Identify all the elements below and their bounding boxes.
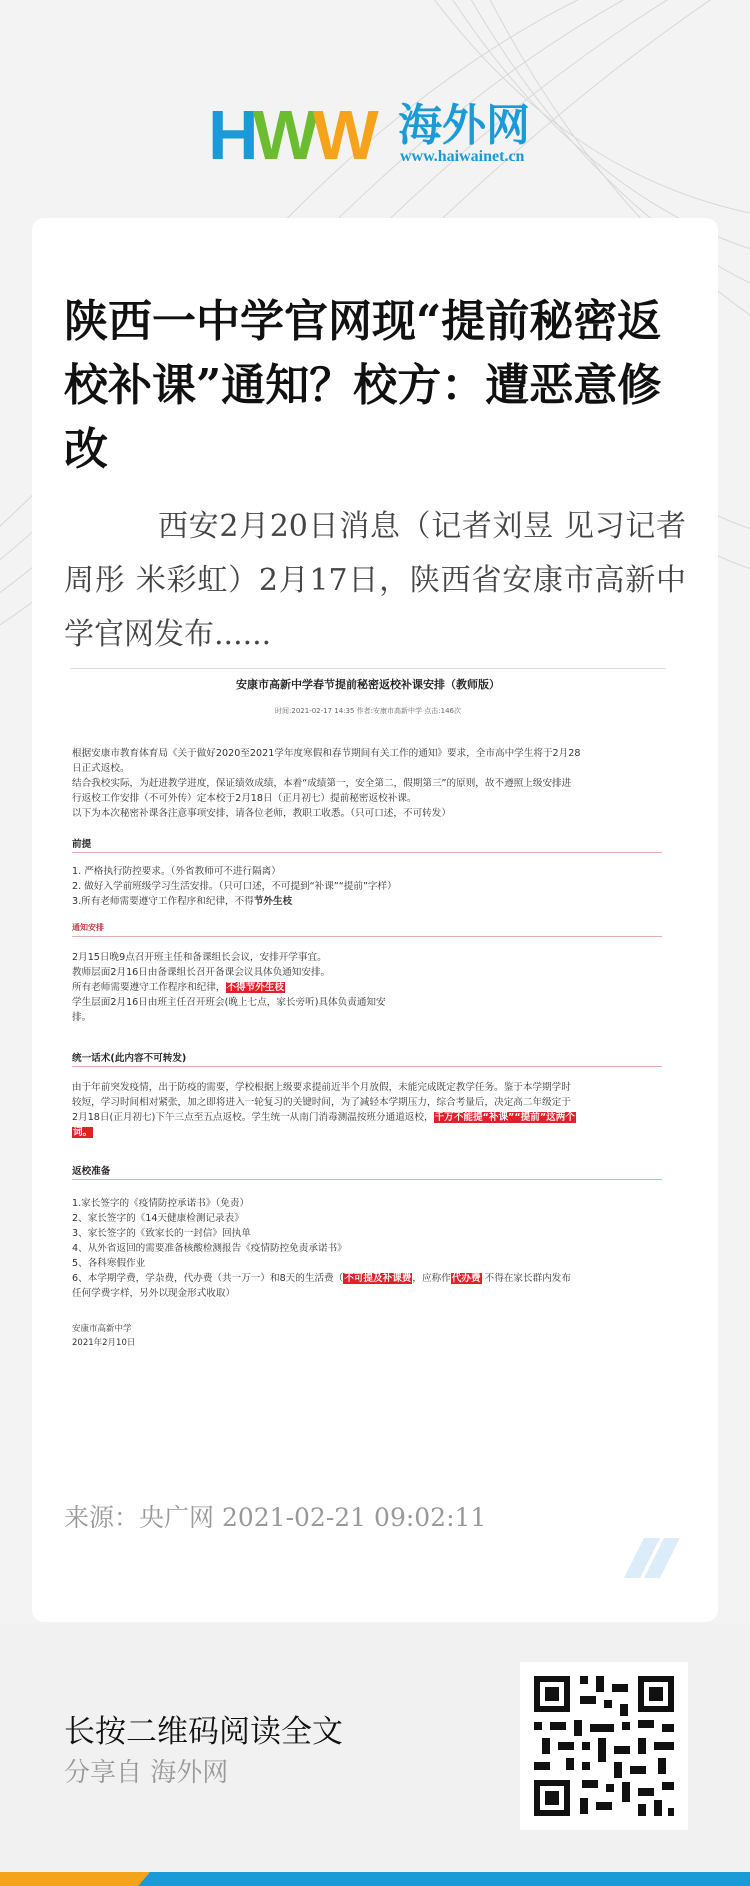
doc-intro-line: 日正式返校。 <box>72 763 130 774</box>
doc-highlight: 不可提及补课费 <box>344 1273 412 1284</box>
doc-section-rule <box>72 1066 662 1067</box>
doc-section-heading: 前提 <box>72 839 92 850</box>
doc-list-item: 1. 严格执行防控要求。（外省教师可不进行隔离） <box>72 866 281 877</box>
doc-signature-date: 2021年2月10日 <box>72 1338 136 1348</box>
doc-list-item: 2. 做好入学前班级学习生活安排。（只可口述，不可提到“补课”“提前”字样） <box>72 881 397 892</box>
doc-intro-line: 行返校工作安排（不可外传）定本校于2月18日（正月初七）提前秘密返校补课。 <box>72 793 417 804</box>
read-full-cta: 长按二维码阅读全文 <box>64 1714 343 1750</box>
share-source: 分享自 海外网 <box>64 1758 229 1788</box>
doc-section-heading: 统一话术(此内容不可转发) <box>72 1053 187 1064</box>
doc-list-item: 3、家长签字的《致家长的一封信》回执单 <box>72 1228 251 1239</box>
doc-list-item: 1.家长签字的《疫情防控承诺书》（免责） <box>72 1198 250 1209</box>
doc-bold-text: 节外生枝 <box>253 896 293 907</box>
doc-list-item <box>72 1271 571 1286</box>
doc-list-item: 排。 <box>72 1012 92 1023</box>
logo-url: www.haiwainet.cn <box>400 148 525 165</box>
doc-intro-line: 以下为本次秘密补课各注意事项安排，请各位老师，教职工收悉。（只可口述，不可转发） <box>72 808 451 819</box>
doc-text: ，应称作 <box>412 1273 451 1284</box>
logo-hww-letters <box>208 96 373 174</box>
doc-paragraph-line <box>72 1110 576 1125</box>
doc-intro-line: 根据安康市教育体育局《关于做好2020至2021学年度寒假和春节期间有关工作的通知》要求，全市高中学生将于2月28 <box>72 748 581 759</box>
doc-section-heading: 通知安排 <box>72 923 104 932</box>
slash-decoration-icon <box>624 1538 684 1588</box>
doc-list-item <box>72 894 292 909</box>
doc-list-item: 5、各科寒假作业 <box>72 1258 146 1269</box>
doc-top-rule <box>70 668 666 669</box>
doc-paragraph-line <box>72 1125 93 1140</box>
doc-signature-org: 安康市高新中学 <box>72 1324 132 1334</box>
haiwainet-logo[interactable] <box>208 96 548 174</box>
doc-intro-line: 结合我校实际，为赶进教学进度，保证绩效成绩，本着“成绩第一，安全第二，假期第三”的原则，故不遵照上级安排进 <box>72 778 572 789</box>
doc-section-rule <box>72 936 662 937</box>
doc-list-item: 4、从外省返回的需要准备核酸检测报告《疫情防控免责承诺书》 <box>72 1243 347 1254</box>
article-title: 陕西一中学官网现“提前秘密返校补课”通知？校方：遭恶意修改 <box>64 296 662 475</box>
logo-letter-h: H <box>208 96 253 174</box>
brand-color-bar <box>0 1872 750 1886</box>
doc-text: 不得在家长群内发布 <box>481 1273 571 1284</box>
doc-list-item <box>72 980 285 995</box>
doc-highlight: 不得节外生枝 <box>226 982 285 993</box>
doc-text: 所有老师需要遵守工作程序和纪律， <box>72 982 226 993</box>
doc-list-item: 教师层面2月16日由备课组长召开备课会议具体负通知安排。 <box>72 967 331 978</box>
doc-meta: 时间:2021-02-17 14:35 作者:安康市高新中学 点击:146次 <box>275 707 461 715</box>
doc-list-item: 2月15日晚9点召开班主任和备课组长会议，安排开学事宜。 <box>72 952 327 963</box>
doc-paragraph-line: 较短，学习时间相对紧张，加之即将进入一轮复习的关键时间，为了减轻本学期压力，综合考量后，决定高二年级定于 <box>72 1097 571 1108</box>
doc-highlight: 千万不能提“补课”“提前”这两个 <box>434 1112 575 1123</box>
logo-letter-w2: W <box>312 96 373 174</box>
doc-paragraph-line: 由于年前突发疫情，出于防疫的需要，学校根据上级要求提前近半个月放假，未能完成既定教学任务。鉴于本学期学时 <box>72 1082 571 1093</box>
article-summary: 西安2月20日消息（记者刘昱 见习记者周彤 米彩虹）2月17日，陕西省安康市高新中学官网发布...... <box>64 509 686 652</box>
doc-list-item: 任何学费字样，另外以现金形式收取） <box>72 1288 236 1299</box>
doc-list-item: 学生层面2月16日由班主任召开班会(晚上七点，家长旁听)具体负责通知安 <box>72 997 386 1008</box>
doc-text: 3.所有老师需要遵守工作程序和纪律，不得 <box>72 896 254 907</box>
doc-list-item: 2、家长签字的《14天健康检测记录表》 <box>72 1213 244 1224</box>
doc-highlight: 代办费 <box>451 1273 481 1284</box>
logo-letter-w1: W <box>252 96 313 174</box>
article-source: 来源：央广网 2021-02-21 09:02:11 <box>64 1503 487 1532</box>
doc-text: 2月18日(正月初七)下午三点至五点返校。学生统一从南门消毒测温按班分通道返校， <box>72 1112 434 1123</box>
logo-name-cn: 海外网 <box>398 100 530 151</box>
doc-section-rule <box>72 1179 662 1180</box>
doc-text: 6、本学期学费，学杂费，代办费（共一万一）和8天的生活费（ <box>72 1273 344 1284</box>
notice-screenshot <box>70 668 666 1458</box>
doc-highlight: 词。 <box>73 1127 93 1138</box>
doc-section-rule <box>72 852 662 853</box>
qr-code-icon[interactable] <box>520 1662 688 1830</box>
doc-section-heading: 返校准备 <box>72 1166 111 1177</box>
doc-title: 安康市高新中学春节提前秘密返校补课安排（教师版） <box>236 678 500 691</box>
